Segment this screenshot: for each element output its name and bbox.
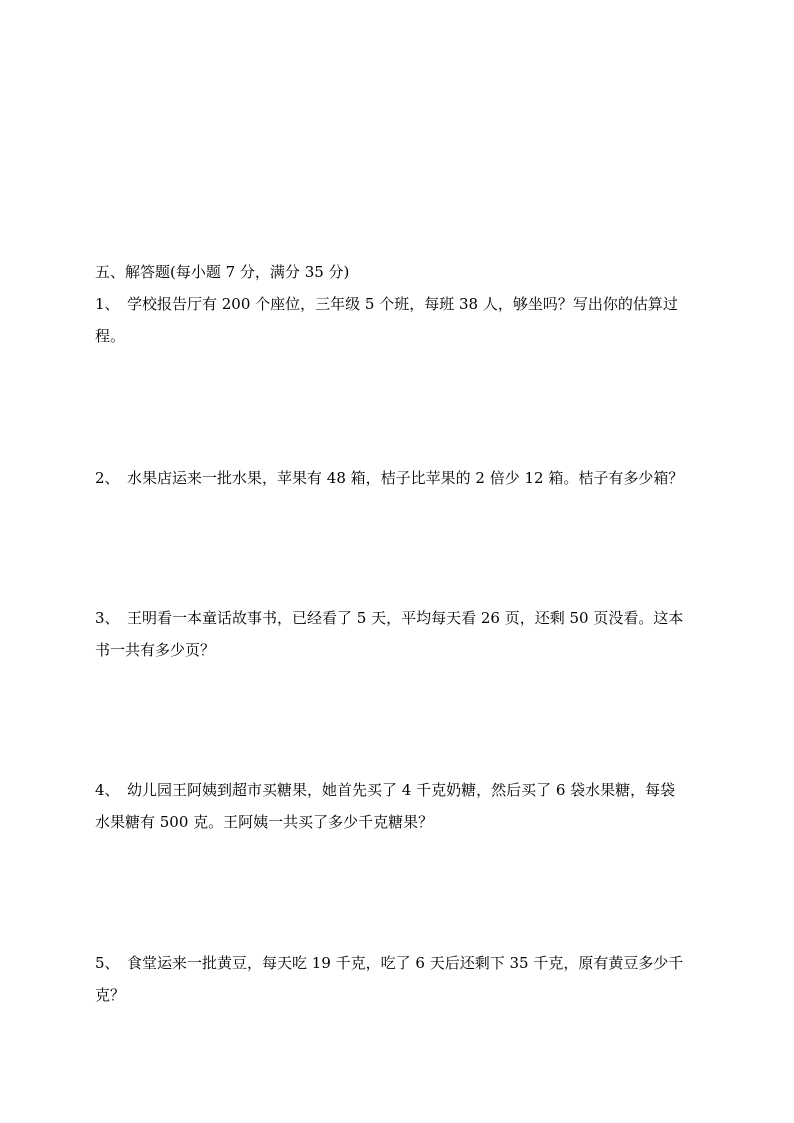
question-4-line-2: 水果糖有 500 克。王阿姨一共买了多少千克糖果？ [95,813,434,831]
section-title: 五、解答题(每小题 7 分，满分 35 分) [95,263,350,281]
question-3-line-1 [95,602,705,634]
question-5-line-1 [95,947,705,979]
question-5 [95,947,705,1011]
question-2-line-1 [95,462,705,494]
question-text: 幼儿园王阿姨到超市买糖果，她首先买了 4 千克奶糖，然后买了 6 袋水果糖，每袋 [127,781,676,799]
question-5-line-2: 克？ [95,986,126,1004]
question-1 [95,288,705,352]
question-number: 5、 [95,954,120,972]
question-3 [95,602,705,666]
question-4-line-1 [95,774,705,806]
question-text: 学校报告厅有 200 个座位，三年级 5 个班，每班 38 人，够坐吗？写出你的估算过 [127,295,678,313]
question-text: 王明看一本童话故事书，已经看了 5 天，平均每天看 26 页，还剩 50 页没看。这本 [127,609,684,627]
question-number: 1、 [95,295,120,313]
question-number: 4、 [95,781,120,799]
question-3-line-2: 书一共有多少页？ [95,641,216,659]
question-text: 食堂运来一批黄豆，每天吃 19 千克，吃了 6 天后还剩下 35 千克，原有黄豆多少千 [127,954,684,972]
question-number: 2、 [95,469,120,487]
question-1-line-1 [95,288,705,320]
question-number: 3、 [95,609,120,627]
question-2 [95,462,705,494]
question-text: 水果店运来一批水果，苹果有 48 箱，桔子比苹果的 2 倍少 12 箱。桔子有多少箱？ [127,469,684,487]
question-4 [95,774,705,838]
question-1-line-2: 程。 [95,327,126,345]
